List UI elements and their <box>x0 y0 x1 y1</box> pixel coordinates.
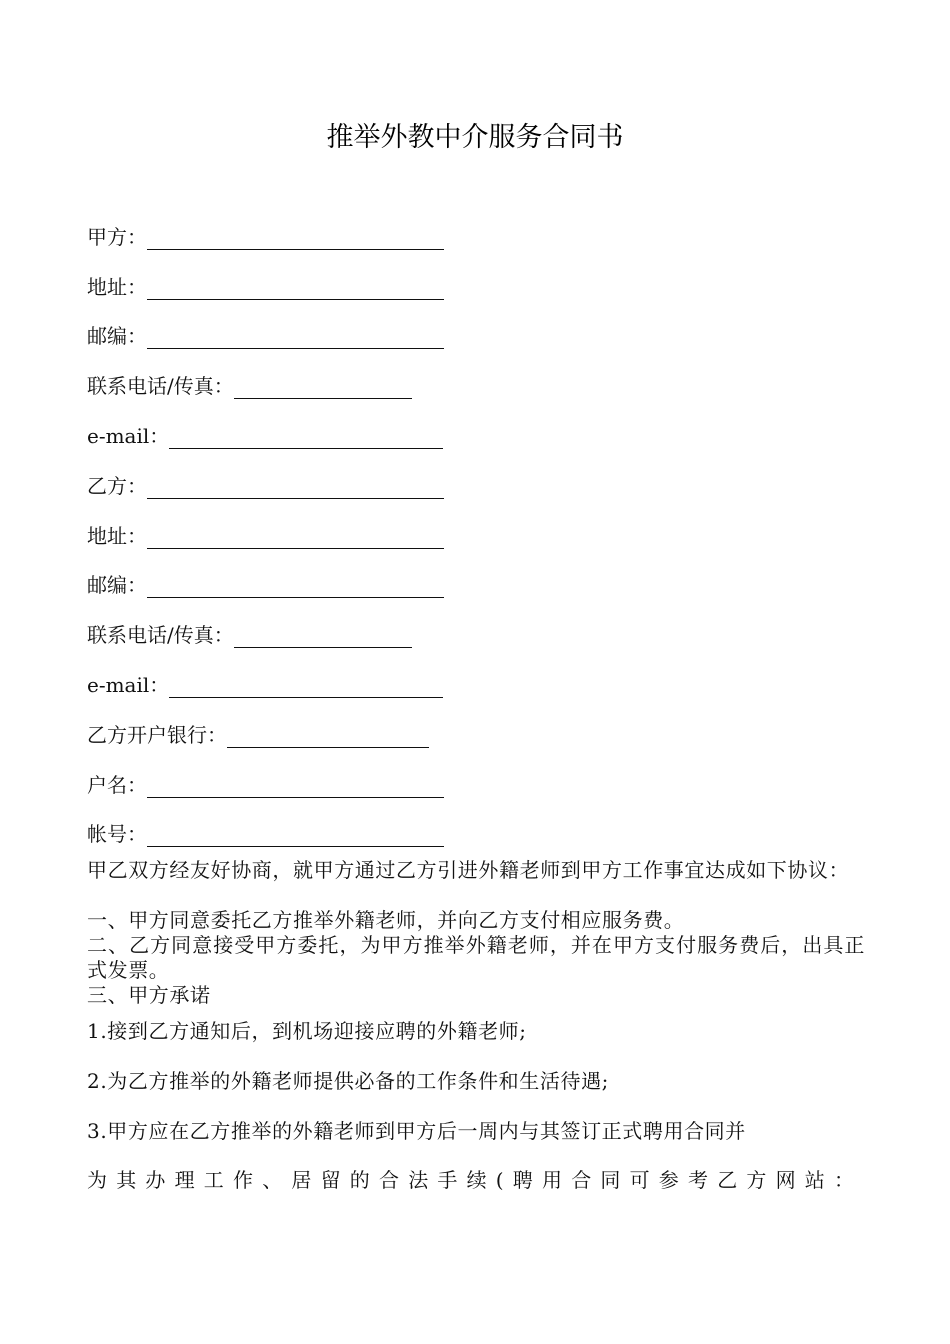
blank-line <box>147 474 444 499</box>
field-label: 联系电话/传真： <box>87 623 234 647</box>
party-b-email-field <box>87 666 443 700</box>
party-a-phone-field <box>87 367 412 401</box>
blank-line <box>147 573 444 598</box>
document-title: 推举外教中介服务合同书 <box>326 122 624 153</box>
party-a-email-field <box>87 417 443 451</box>
blank-line <box>169 424 443 449</box>
field-label: 乙方： <box>87 474 147 498</box>
blank-line <box>147 324 444 349</box>
clause-1: 一、甲方同意委托乙方推举外籍老师，并向乙方支付相应服务费。 <box>87 908 685 932</box>
party-a-field <box>87 218 444 252</box>
field-label: 联系电话/传真： <box>87 374 234 398</box>
party-b-address-field <box>87 517 444 551</box>
field-label: e-mail： <box>87 673 170 697</box>
obligation-item-3-line-2: 为其办理工作、居留的合法手续(聘用合同可参考乙方网站： <box>87 1168 864 1192</box>
field-label: 邮编： <box>87 573 147 597</box>
party-b-bank-field <box>87 716 429 750</box>
obligation-item-3-line-1: 3.甲方应在乙方推举的外籍老师到甲方后一周内与其签订正式聘用合同并 <box>87 1119 746 1143</box>
field-label: 地址： <box>87 275 147 299</box>
field-label: 乙方开户银行： <box>87 723 227 747</box>
obligation-item-1: 1.接到乙方通知后，到机场迎接应聘的外籍老师; <box>87 1019 527 1043</box>
field-label: e-mail： <box>87 424 170 448</box>
field-label: 邮编： <box>87 324 147 348</box>
blank-line <box>169 673 443 698</box>
account-name-field <box>87 766 444 800</box>
blank-line <box>147 524 444 549</box>
field-label: 甲方： <box>87 225 147 249</box>
blank-line <box>147 275 444 300</box>
field-label: 户名： <box>87 773 147 797</box>
field-label: 地址： <box>87 524 147 548</box>
party-b-phone-field <box>87 616 412 650</box>
blank-line <box>227 723 429 748</box>
clause-3-heading: 三、甲方承诺 <box>87 983 211 1007</box>
clause-2: 二、乙方同意接受甲方委托，为甲方推举外籍老师，并在甲方支付服务费后，出具正式发票。 <box>87 933 865 982</box>
blank-line <box>147 225 444 250</box>
blank-line <box>234 374 412 399</box>
party-a-address-field <box>87 268 444 302</box>
party-b-field <box>87 467 444 501</box>
blank-line <box>234 623 412 648</box>
account-number-field <box>87 815 444 849</box>
field-label: 帐号： <box>87 822 147 846</box>
blank-line <box>147 822 444 847</box>
obligation-item-2: 2.为乙方推举的外籍老师提供必备的工作条件和生活待遇; <box>87 1069 610 1093</box>
party-a-postcode-field <box>87 317 444 351</box>
party-b-postcode-field <box>87 566 444 600</box>
blank-line <box>147 773 444 798</box>
intro-paragraph: 甲乙双方经友好协商，就甲方通过乙方引进外籍老师到甲方工作事宜达成如下协议： <box>87 858 850 882</box>
